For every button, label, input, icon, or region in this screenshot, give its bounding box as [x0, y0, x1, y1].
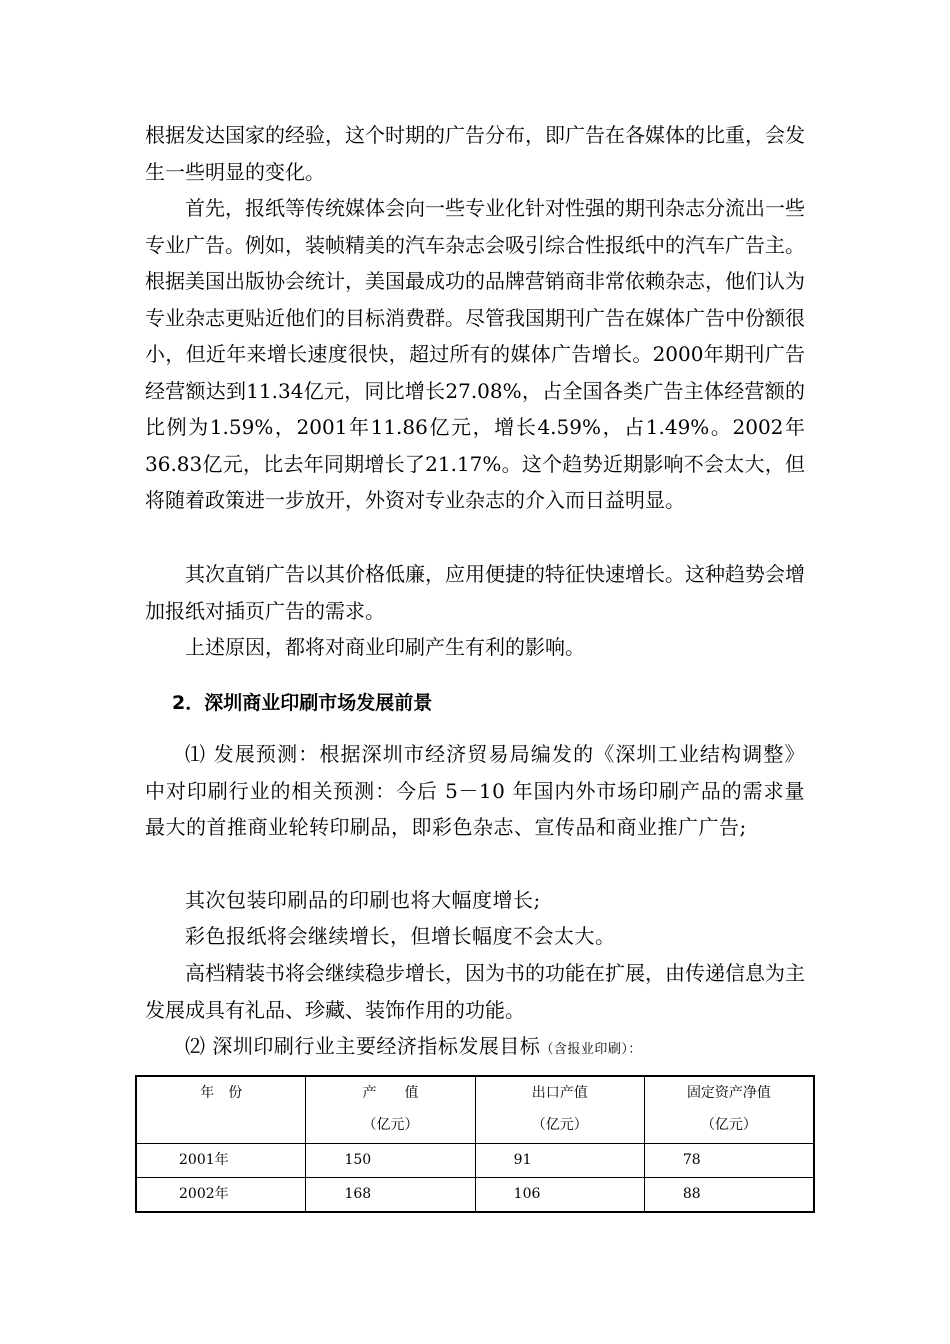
- table-header-row: [136, 1076, 814, 1144]
- paragraph-intro: 根据发达国家的经验，这个时期的广告分布，即广告在各媒体的比重，会发生一些明显的变化。: [145, 123, 805, 184]
- paragraph-packaging: 其次包装印刷品的印刷也将大幅度增长;: [185, 888, 541, 912]
- paragraph-color-newspaper: 彩色报纸将会继续增长，但增长幅度不会太大。: [185, 924, 616, 948]
- cell-export: 91: [475, 1144, 644, 1178]
- header-fixed-assets-label: 固定资产净值: [686, 1085, 771, 1101]
- paragraph-targets-title: [145, 1028, 805, 1069]
- header-output-value: [306, 1076, 475, 1144]
- paragraph-print-media: 首先，报纸等传统媒体会向一些专业化针对性强的期刊杂志分流出一些专业广告。例如，装帧精美的汽车杂志会吸引综合性报纸中的汽车广告主。根据美国出版协会统计，美国最成功的品牌营销商非常依赖杂志，他们认为专业杂志更贴近他们的目标消费群。尽管我国期刊广告在媒体广告中份额很小，但近年来增长速度很快，超过所有的媒体广告增长。2000年期刊广告经营额达到11.34亿元，同比增长27.08%，占全国各类广告主体经营额的比例为1.59%，2001年11.86亿元，增长4.59%，占1.49%。2002年36.83亿元，比去年同期增长了21.17%。这个趋势近期影响不会太大，但将随着政策进一步放开，外资对专业杂志的介入而日益明显。: [145, 196, 805, 512]
- header-output-label: 产 值: [362, 1085, 419, 1101]
- cell-output: 168: [306, 1178, 475, 1213]
- cell-fixed-assets: 78: [644, 1144, 814, 1178]
- paragraph-hardcover-books: 高档精装书将会继续稳步增长，因为书的功能在扩展，由传递信息为主发展成具有礼品、珍藏、装饰作用的功能。: [145, 961, 805, 1022]
- targets-title-main: ⑵ 深圳印刷行业主要经济指标发展目标: [185, 1034, 541, 1058]
- header-fixed-assets: [644, 1076, 814, 1144]
- table-row: [136, 1178, 814, 1213]
- header-year: [136, 1076, 306, 1144]
- header-export-value: [475, 1076, 644, 1144]
- header-export-label: 出口产值: [531, 1085, 588, 1101]
- cell-year: 2001年: [136, 1144, 306, 1178]
- header-export-unit: （亿元）: [531, 1117, 588, 1133]
- cell-output: 150: [306, 1144, 475, 1178]
- header-year-label: 年 份: [200, 1085, 243, 1101]
- cell-fixed-assets: 88: [644, 1178, 814, 1213]
- section-heading: 2．深圳商业印刷市场发展前景: [172, 692, 433, 714]
- header-fixed-assets-unit: （亿元）: [700, 1117, 757, 1133]
- header-output-unit: （亿元）: [362, 1117, 419, 1133]
- economic-targets-table: [135, 1075, 815, 1213]
- paragraph-forecast: ⑴ 发展预测：根据深圳市经济贸易局编发的《深圳工业结构调整》中对印刷行业的相关预测：今后 5－10 年国内外市场印刷产品的需求量最大的首推商业轮转印刷品，即彩色杂志、宣传品和商业推广广告;: [145, 742, 805, 839]
- cell-year: 2002年: [136, 1178, 306, 1213]
- table-row: [136, 1144, 814, 1178]
- paragraph-conclusion: 上述原因，都将对商业印刷产生有利的影响。: [185, 635, 585, 659]
- targets-title-note: （含报业印刷）：: [540, 1042, 642, 1057]
- paragraph-direct-mail: 其次直销广告以其价格低廉，应用便捷的特征快速增长。这种趋势会增加报纸对插页广告的需求。: [145, 562, 805, 623]
- cell-export: 106: [475, 1178, 644, 1213]
